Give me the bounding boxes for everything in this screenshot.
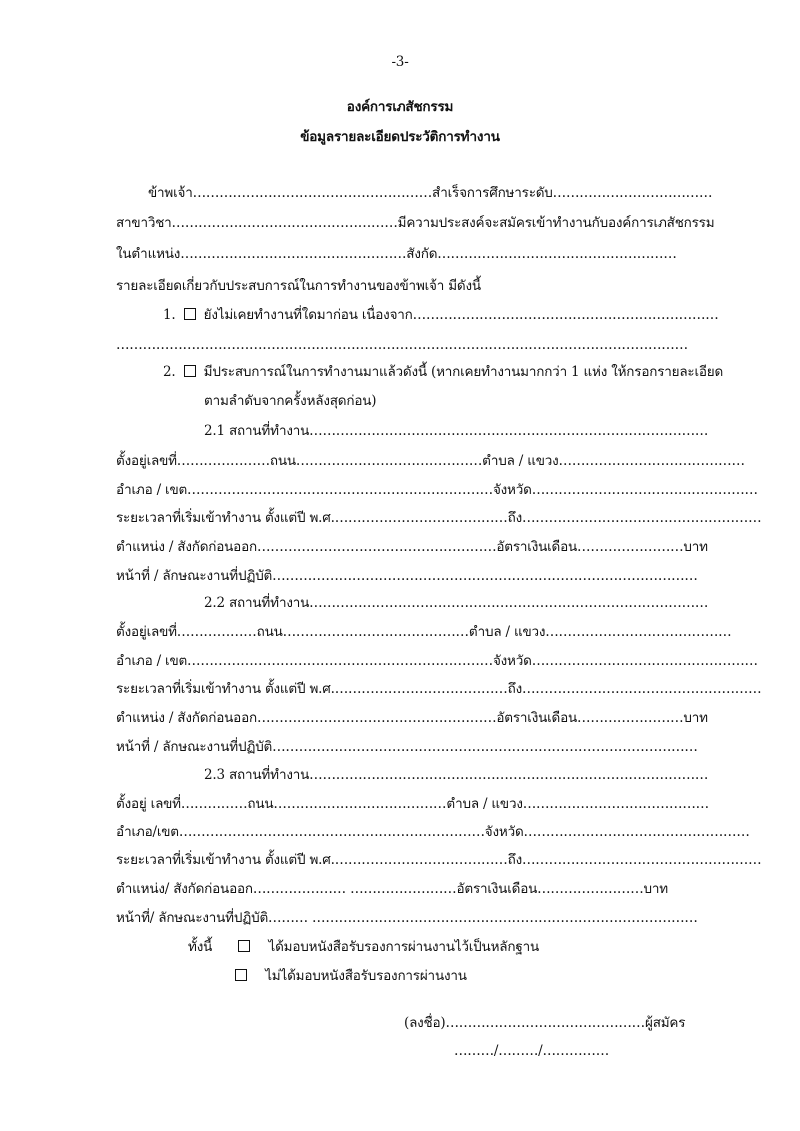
workplace-heading: 2.1 สถานที่ทำงาน………………………………………………………………………………: [204, 423, 709, 439]
name-education-line: ข้าพเจ้า………………………………………………สำเร็จการศึกษาระดับ………………………………: [148, 185, 713, 201]
workplace-district: อำเภอ / เขต……………………………………………………………จังหวัด……………………………………………: [116, 482, 758, 498]
attach-no-checkbox[interactable]: [235, 969, 247, 981]
option-2-number: 2.: [163, 364, 176, 380]
attach-yes-checkbox[interactable]: [238, 940, 250, 952]
org-name: องค์การเภสัชกรรม: [346, 99, 454, 115]
workplace-address: ตั้งอยู่ เลขที่……………ถนน…………………………………ตำบล / แขวง……………………………………: [116, 796, 709, 812]
form-title: ข้อมูลรายละเอียดประวัติการทำงาน: [300, 129, 500, 145]
workplace-position-salary: ตำแหน่ง / สังกัดก่อนออก………………………………………………อัตราเงินเดือน……………………บาท: [116, 539, 708, 555]
major-intent-line: สาขาวิชา……………………………………………มีความประสงค์จะสมัครเข้าทำงานกับองค์การเภสัชกรรม: [116, 215, 715, 231]
signature-field[interactable]: ………………………………………: [445, 1015, 645, 1031]
option-no-experience: [163, 305, 719, 325]
workplace-duties: หน้าที่ / ลักษณะงานที่ปฏิบัติ……………………………………………………………………………………: [116, 568, 698, 584]
has-experience-checkbox[interactable]: [184, 365, 196, 377]
signature-role: ผู้สมัคร: [644, 1015, 686, 1031]
experience-intro: รายละเอียดเกี่ยวกับประสบการณ์ในการทำงานของข้าพเจ้า มีดังนี้: [116, 278, 481, 294]
workplace-address: ตั้งอยู่เลขที่………………ถนน……………………………………ตำบล / แขวง……………………………………: [116, 624, 732, 640]
workplace-position-salary: ตำแหน่ง / สังกัดก่อนออก………………………………………………อัตราเงินเดือน……………………บาท: [116, 710, 708, 726]
option-2-text: มีประสบการณ์ในการทำงานมาแล้วดังนี้ (หากเคยทำงานมากกว่า 1 แห่ง ให้กรอกรายละเอียด: [203, 364, 724, 380]
attach-no-line: [231, 966, 467, 986]
attach-yes-line: [188, 937, 539, 957]
workplace-district: อำเภอ/เขต……………………………………………………………จังหวัด……………………………………………: [116, 824, 750, 840]
signature-date[interactable]: ………/………/……………: [454, 1043, 609, 1059]
workplace-period: ระยะเวลาที่เริ่มเข้าทำงาน ตั้งแต่ปี พ.ศ.…………………………………ถึง………………………………………………: [116, 852, 762, 868]
page-number: -3-: [391, 54, 409, 70]
signature-label: (ลงชื่อ): [404, 1015, 446, 1031]
attach-yes-label: ได้มอบหนังสือรับรองการผ่านงานไว้เป็นหลักฐาน: [268, 939, 539, 955]
workplace-heading: 2.3 สถานที่ทำงาน………………………………………………………………………………: [204, 767, 709, 783]
workplace-position-salary: ตำแหน่ง/ สังกัดก่อนออก………………… ……………………อัตราเงินเดือน……………………บาท: [116, 881, 668, 897]
option-has-experience: [163, 362, 723, 382]
signature-line: [404, 1013, 685, 1033]
workplace-duties: หน้าที่ / ลักษณะงานที่ปฏิบัติ……………………………………………………………………………………: [116, 739, 698, 755]
option-2-continuation: ตามลำดับจากครั้งหลังสุดก่อน): [204, 393, 377, 409]
option-1-number: 1.: [163, 307, 176, 323]
option-1-text: ยังไม่เคยทำงานที่ใดมาก่อน เนื่องจาก……………………………………………………………: [203, 307, 719, 323]
no-experience-checkbox[interactable]: [184, 308, 196, 320]
option-1-continuation: …………………………………………………………………………………………………………………: [116, 337, 688, 353]
workplace-duties: หน้าที่/ ลักษณะงานที่ปฏิบัติ……… ……………………………………………………………………………: [116, 910, 698, 926]
workplace-heading: 2.2 สถานที่ทำงาน………………………………………………………………………………: [204, 595, 709, 611]
workplace-address: ตั้งอยู่เลขที่…………………ถนน……………………………………ตำบล / แขวง……………………………………: [116, 453, 745, 469]
workplace-period: ระยะเวลาที่เริ่มเข้าทำงาน ตั้งแต่ปี พ.ศ.…………………………………ถึง………………………………………………: [116, 510, 762, 526]
attach-lead: ทั้งนี้: [188, 939, 213, 955]
workplace-period: ระยะเวลาที่เริ่มเข้าทำงาน ตั้งแต่ปี พ.ศ.…………………………………ถึง………………………………………………: [116, 681, 762, 697]
attach-no-label: ไม่ได้มอบหนังสือรับรองการผ่านงาน: [265, 968, 467, 984]
position-dept-line: ในตำแหน่ง……………………………………………สังกัด………………………………………………: [116, 246, 677, 262]
workplace-district: อำเภอ / เขต……………………………………………………………จังหวัด……………………………………………: [116, 653, 758, 669]
